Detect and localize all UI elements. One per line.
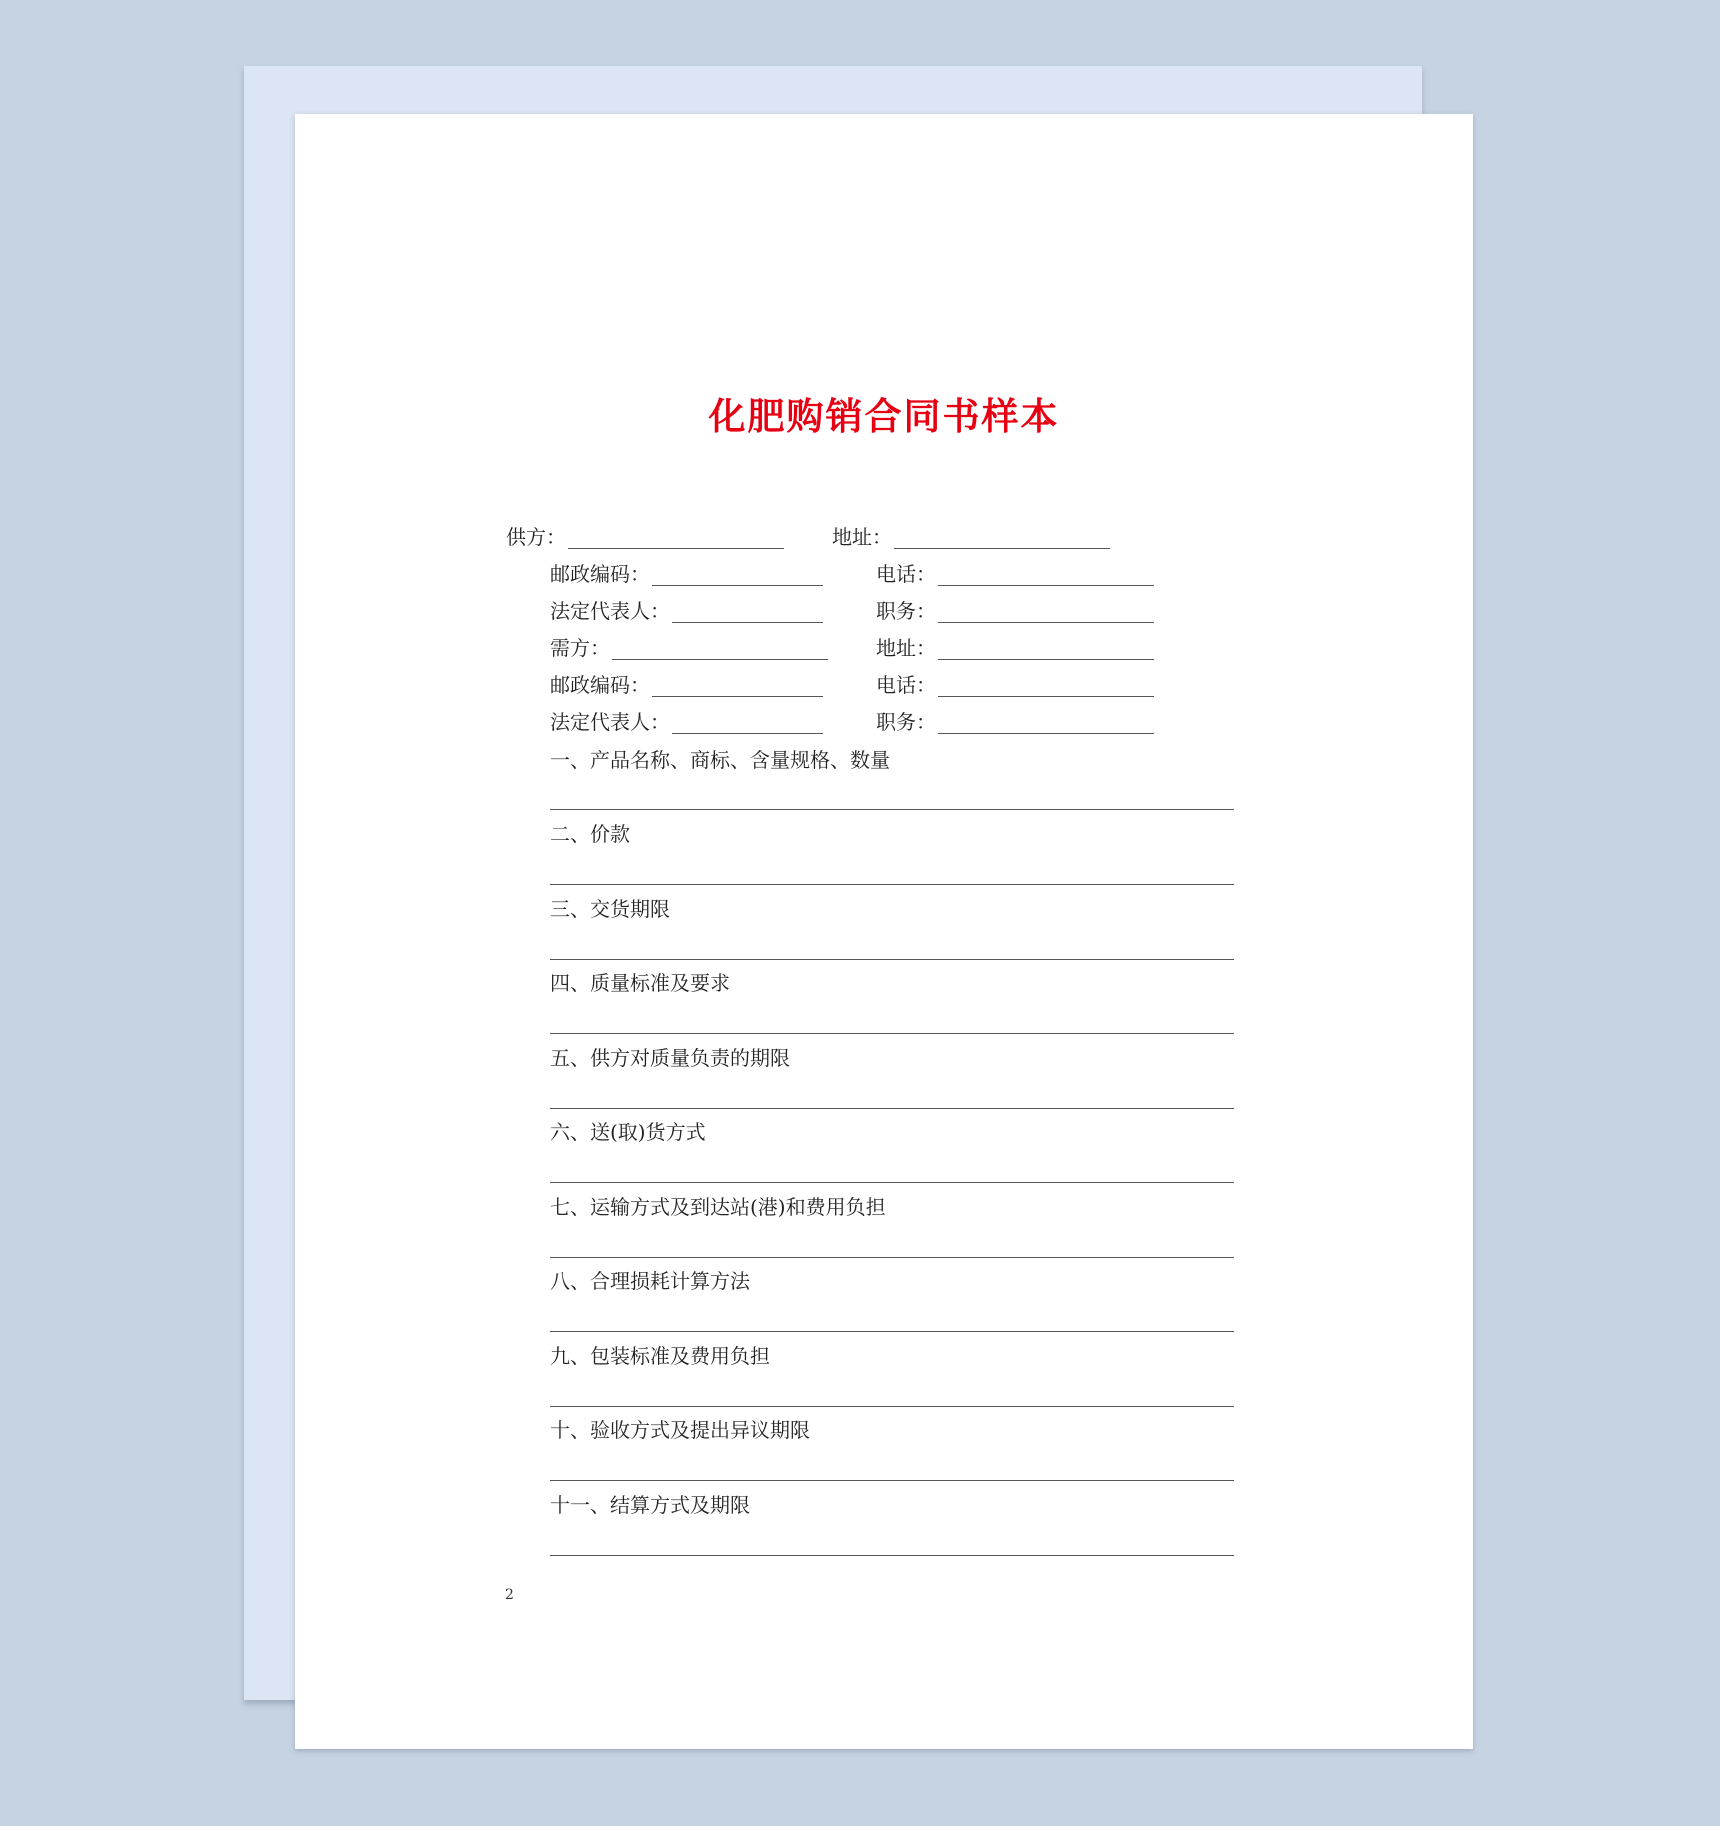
clause-8: 八、合理损耗计算方法 (550, 1269, 750, 1293)
clause-7: 七、运输方式及到达站(港)和费用负担 (550, 1195, 886, 1219)
supplier-phone-blank[interactable] (938, 567, 1154, 586)
clause-4: 四、质量标准及要求 (550, 971, 730, 995)
buyer-field (550, 636, 828, 660)
supplier-legal-rep-field (550, 599, 823, 623)
buyer-address-blank[interactable] (938, 641, 1154, 660)
buyer-address-label: 地址： (876, 636, 936, 660)
clause-11: 十一、结算方式及期限 (550, 1493, 750, 1517)
buyer-phone-blank[interactable] (938, 678, 1154, 697)
buyer-postcode-blank[interactable] (652, 678, 823, 697)
clause-10: 十、验收方式及提出异议期限 (550, 1418, 810, 1442)
buyer-label: 需方： (550, 636, 610, 660)
clause-9-rule[interactable] (550, 1406, 1234, 1407)
page-number: 2 (505, 1587, 514, 1603)
clause-9: 九、包装标准及费用负担 (550, 1344, 770, 1368)
clause-2: 二、价款 (550, 822, 630, 846)
clause-1: 一、产品名称、商标、含量规格、数量 (550, 748, 890, 772)
buyer-phone-field (876, 673, 1154, 697)
supplier-postcode-blank[interactable] (652, 567, 823, 586)
supplier-position-blank[interactable] (938, 604, 1154, 623)
supplier-phone-field (876, 562, 1154, 586)
clause-2-rule[interactable] (550, 884, 1234, 885)
supplier-position-label: 职务： (876, 599, 936, 623)
clause-4-rule[interactable] (550, 1033, 1234, 1034)
document-page (295, 114, 1473, 1749)
supplier-phone-label: 电话： (876, 562, 936, 586)
clause-6-rule[interactable] (550, 1182, 1234, 1183)
supplier-legal-rep-label: 法定代表人： (550, 599, 670, 623)
supplier-position-field (876, 599, 1154, 623)
buyer-legal-rep-field (550, 710, 823, 734)
supplier-address-field (832, 525, 1110, 549)
buyer-postcode-label: 邮政编码： (550, 673, 650, 697)
clause-10-rule[interactable] (550, 1480, 1234, 1481)
clause-7-rule[interactable] (550, 1257, 1234, 1258)
clause-3: 三、交货期限 (550, 897, 670, 921)
clause-1-rule[interactable] (550, 809, 1234, 810)
buyer-phone-label: 电话： (876, 673, 936, 697)
supplier-address-label: 地址： (832, 525, 892, 549)
supplier-postcode-label: 邮政编码： (550, 562, 650, 586)
clause-8-rule[interactable] (550, 1331, 1234, 1332)
supplier-address-blank[interactable] (894, 530, 1110, 549)
buyer-position-blank[interactable] (938, 715, 1154, 734)
buyer-postcode-field (550, 673, 823, 697)
supplier-field (506, 525, 784, 549)
clause-5-rule[interactable] (550, 1108, 1234, 1109)
clause-3-rule[interactable] (550, 959, 1234, 960)
clause-11-rule[interactable] (550, 1555, 1234, 1556)
clause-6: 六、送(取)货方式 (550, 1120, 706, 1144)
supplier-postcode-field (550, 562, 823, 586)
buyer-address-field (876, 636, 1154, 660)
buyer-legal-rep-label: 法定代表人： (550, 710, 670, 734)
supplier-label: 供方： (506, 525, 566, 549)
supplier-legal-rep-blank[interactable] (672, 604, 823, 623)
supplier-blank[interactable] (568, 530, 784, 549)
buyer-legal-rep-blank[interactable] (672, 715, 823, 734)
buyer-position-label: 职务： (876, 710, 936, 734)
buyer-blank[interactable] (612, 641, 828, 660)
buyer-position-field (876, 710, 1154, 734)
document-title: 化肥购销合同书样本 (708, 395, 1060, 438)
clause-5: 五、供方对质量负责的期限 (550, 1046, 790, 1070)
